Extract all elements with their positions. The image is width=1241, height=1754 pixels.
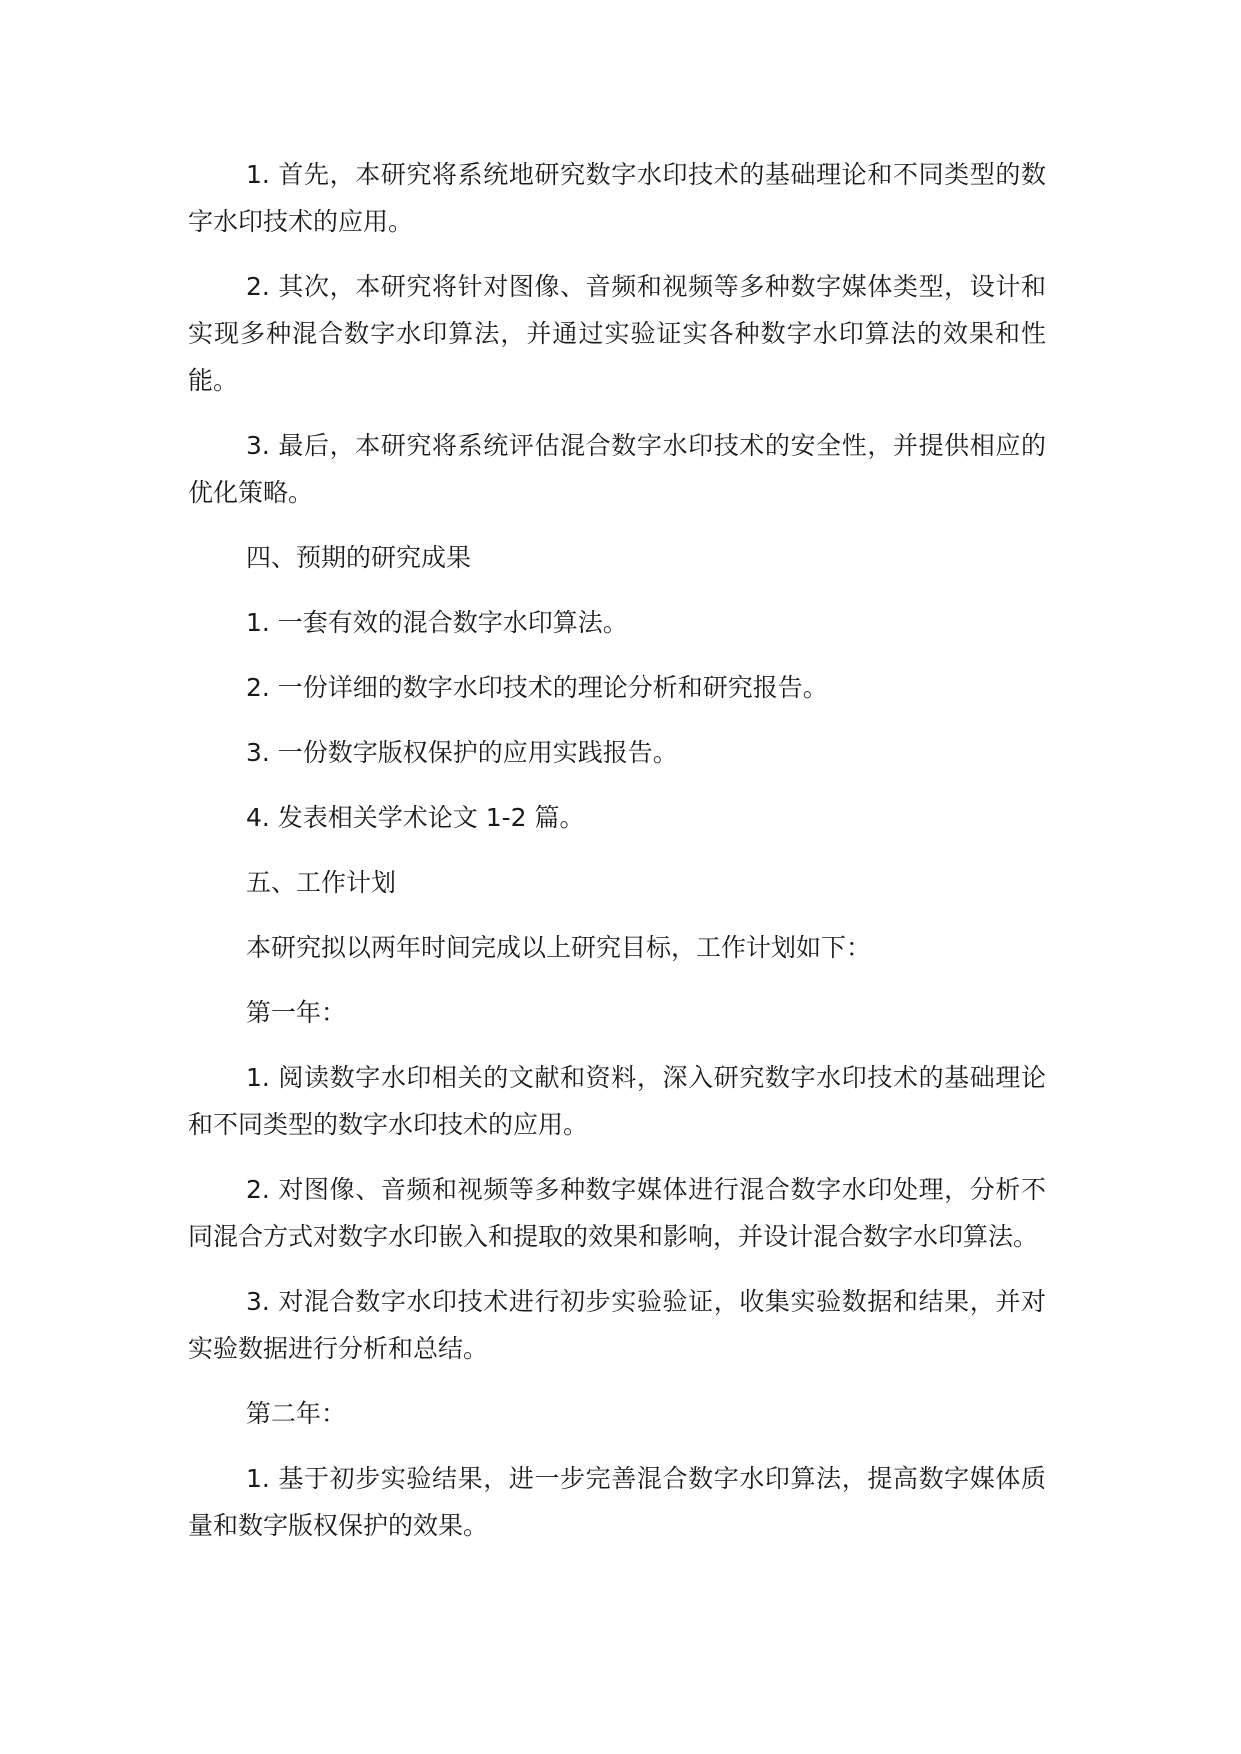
paragraph-goal-2: 2. 其次，本研究将针对图像、音频和视频等多种数字媒体类型，设计和实现多种混合数字水印算法，并通过实验证实各种数字水印算法的效果和性能。	[188, 272, 1046, 395]
paragraph-year-one-2: 2. 对图像、音频和视频等多种数字媒体进行混合数字水印处理，分析不同混合方式对数字水印嵌入和提取的效果和影响，并设计混合数字水印算法。	[188, 1175, 1046, 1251]
paragraph-goal-3: 3. 最后，本研究将系统评估混合数字水印技术的安全性，并提供相应的优化策略。	[188, 431, 1046, 507]
paragraph-result-3: 3. 一份数字版权保护的应用实践报告。	[246, 738, 678, 767]
paragraph-result-4: 4. 发表相关学术论文 1-2 篇。	[246, 803, 585, 832]
paragraph-year-two-1: 1. 基于初步实验结果，进一步完善混合数字水印算法，提高数字媒体质量和数字版权保护的效果。	[188, 1464, 1046, 1540]
subheading-year-one: 第一年：	[246, 998, 347, 1027]
paragraph-result-1: 1. 一套有效的混合数字水印算法。	[246, 608, 628, 637]
section-heading-work-plan: 五、工作计划	[246, 868, 397, 897]
paragraph-result-2: 2. 一份详细的数字水印技术的理论分析和研究报告。	[246, 673, 828, 702]
document-body	[188, 151, 1046, 1567]
section-heading-expected-results: 四、预期的研究成果	[246, 543, 472, 572]
paragraph-goal-1: 1. 首先，本研究将系统地研究数字水印技术的基础理论和不同类型的数字水印技术的应用。	[188, 160, 1046, 236]
paragraph-year-one-1: 1. 阅读数字水印相关的文献和资料，深入研究数字水印技术的基础理论和不同类型的数字水印技术的应用。	[188, 1063, 1046, 1139]
paragraph-plan-intro: 本研究拟以两年时间完成以上研究目标，工作计划如下：	[246, 933, 872, 962]
paragraph-year-one-3: 3. 对混合数字水印技术进行初步实验验证，收集实验数据和结果，并对实验数据进行分析和总结。	[188, 1287, 1046, 1363]
subheading-year-two: 第二年：	[246, 1399, 347, 1428]
